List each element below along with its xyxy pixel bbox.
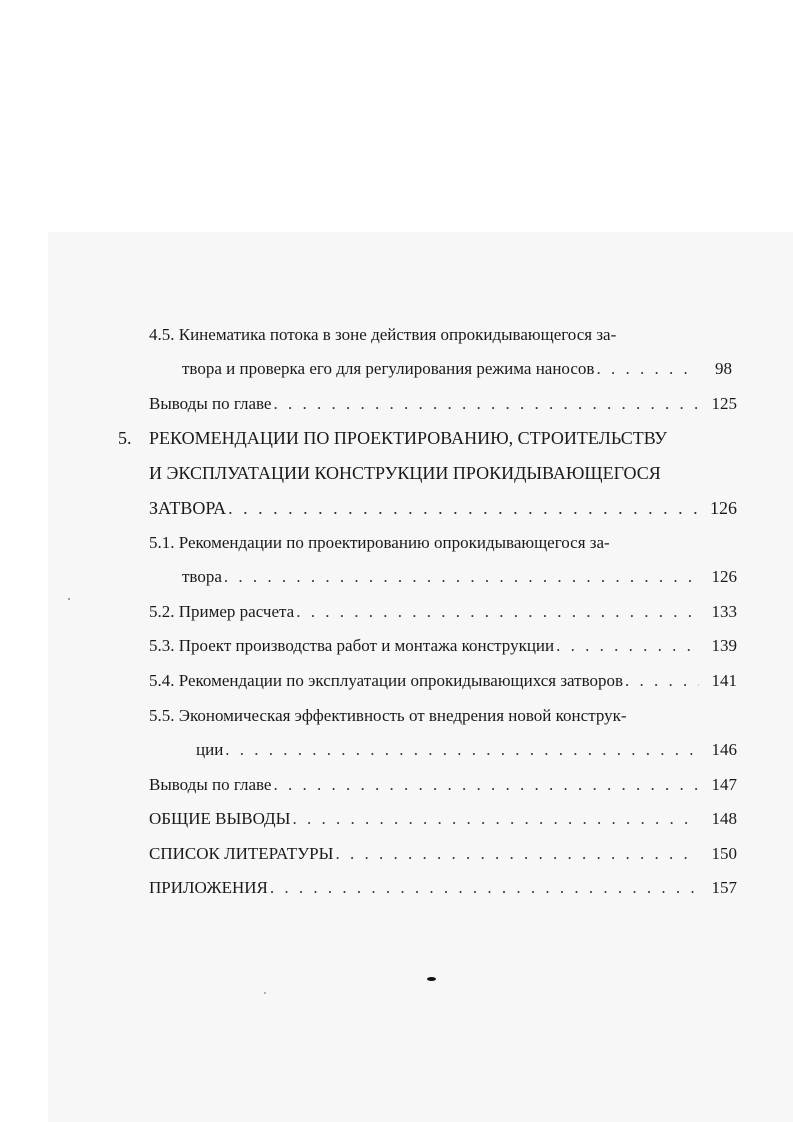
page-number: 157 bbox=[711, 878, 737, 897]
toc-entry-5-5-line2: ции bbox=[196, 740, 224, 759]
dot-leader bbox=[292, 808, 699, 830]
dot-leader bbox=[270, 877, 699, 899]
toc-entry-label: Выводы по главе bbox=[149, 775, 272, 794]
dot-leader bbox=[273, 393, 699, 415]
dot-leader bbox=[273, 774, 699, 796]
toc-entry-label: 5.3. Проект производства работ и монтажа конструкции bbox=[149, 636, 555, 655]
page-number: 147 bbox=[711, 775, 737, 794]
toc-entry-chapter-5 bbox=[149, 497, 737, 519]
scan-speck bbox=[68, 598, 70, 600]
page-number: 146 bbox=[711, 740, 737, 759]
toc-entry-label: ПРИЛОЖЕНИЯ bbox=[149, 878, 268, 897]
toc-entry-label: Выводы по главе bbox=[149, 394, 272, 413]
toc-entry-4-5-line2: твора и проверка его для регулирования режима наносов bbox=[182, 359, 595, 378]
toc-entry-conclusions-ch5 bbox=[149, 774, 737, 796]
toc-entry-4-5 bbox=[182, 358, 732, 380]
toc-entry-label: 5.2. Пример расчета bbox=[149, 602, 295, 621]
toc-entry-label: СПИСОК ЛИТЕРАТУРЫ bbox=[149, 844, 334, 863]
chapter-5-title-line2: И ЭКСПЛУАТАЦИИ КОНСТРУКЦИИ ПРОКИДЫВАЮЩЕГОСЯ bbox=[149, 463, 661, 483]
dot-leader bbox=[225, 739, 699, 761]
dot-leader bbox=[335, 843, 699, 865]
toc-entry-references bbox=[149, 843, 737, 865]
dot-leader bbox=[556, 635, 699, 657]
page-number: 148 bbox=[711, 809, 737, 828]
toc-entry-label: ОБЩИЕ ВЫВОДЫ bbox=[149, 809, 291, 828]
dot-leader bbox=[596, 358, 694, 380]
toc-entry-5-1-line2: твора bbox=[182, 567, 222, 586]
scan-speck bbox=[264, 992, 266, 994]
scan-speck bbox=[427, 977, 436, 981]
toc-entry-conclusions-ch4 bbox=[149, 393, 737, 415]
toc-entry-4-5-line1: 4.5. Кинематика потока в зоне действия опрокидывающегося за- bbox=[149, 325, 617, 344]
dot-leader bbox=[625, 670, 699, 692]
toc-entry-5-4 bbox=[149, 670, 737, 692]
chapter-5-title-line3: ЗАТВОРА bbox=[149, 498, 227, 518]
chapter-5-title-line1: РЕКОМЕНДАЦИИ ПО ПРОЕКТИРОВАНИЮ, СТРОИТЕЛЬСТВУ bbox=[149, 428, 668, 448]
toc-entry-5-1-line1: 5.1. Рекомендации по проектированию опрокидывающегося за- bbox=[149, 533, 610, 552]
page-number: 126 bbox=[711, 567, 737, 586]
toc-entry-general-conclusions bbox=[149, 808, 737, 830]
page-number: 98 bbox=[715, 359, 732, 378]
toc-entry-5-5-line1: 5.5. Экономическая эффективность от внедрения новой конструк- bbox=[149, 706, 627, 725]
page-number: 125 bbox=[711, 394, 737, 413]
dot-leader bbox=[224, 566, 699, 588]
dot-leader bbox=[296, 601, 699, 623]
page-number: 133 bbox=[711, 602, 737, 621]
toc-entry-5-2 bbox=[149, 601, 737, 623]
page-number: 139 bbox=[711, 636, 737, 655]
page-number: 150 bbox=[711, 844, 737, 863]
toc-entry-5-1 bbox=[182, 566, 737, 588]
page-number: 126 bbox=[710, 498, 737, 518]
toc-entry-5-5 bbox=[196, 739, 737, 761]
toc-entry-appendices bbox=[149, 877, 737, 899]
toc-entry-label: 5.4. Рекомендации по эксплуатации опрокидывающихся затворов bbox=[149, 671, 624, 690]
toc-entry-5-3 bbox=[149, 635, 737, 657]
page-number: 141 bbox=[711, 671, 737, 690]
dot-leader bbox=[228, 497, 699, 519]
chapter-5-number: 5. bbox=[118, 428, 132, 448]
